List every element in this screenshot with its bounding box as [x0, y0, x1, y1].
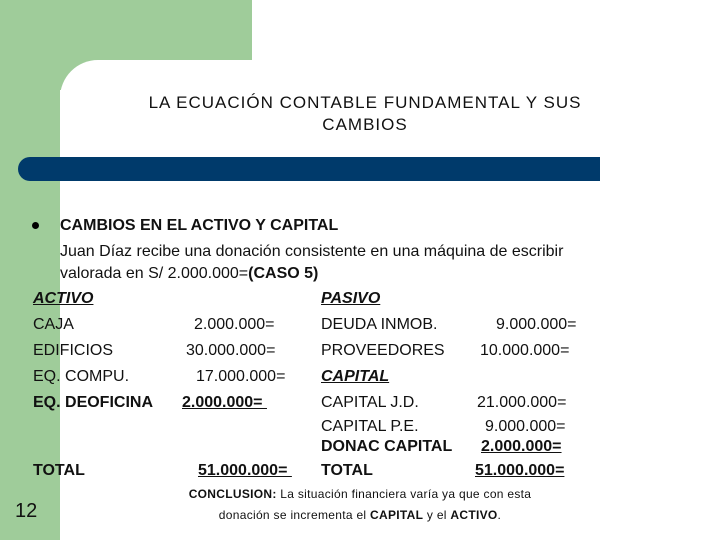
activo-value-eq-oficina: 2.000.000= — [182, 394, 267, 411]
capital-value-jd: 21.000.000= — [477, 394, 567, 411]
capital-value-donac: 2.000.000= — [481, 438, 562, 455]
activo-label-eq-compu: EQ. COMPU. — [33, 368, 130, 385]
pasivo-label-deuda: DEUDA INMOB. — [321, 316, 438, 333]
pasivo-total-label: TOTAL — [321, 462, 373, 479]
conclusion-capital: CAPITAL — [370, 508, 424, 522]
activo-label-caja: CAJA — [33, 316, 74, 333]
capital-label-pe: CAPITAL P.E. — [321, 418, 419, 435]
activo-label-edificios: EDIFICIOS — [33, 342, 114, 359]
pasivo-value-proveedores: 10.000.000= — [480, 342, 570, 359]
capital-label-donac: DONAC CAPITAL — [321, 438, 453, 455]
conclusion-activo: ACTIVO — [450, 508, 498, 522]
conclusion-line-2 — [165, 505, 555, 525]
pasivo-label-proveedores: PROVEEDORES — [321, 342, 445, 359]
capital-value-pe: 9.000.000= — [485, 418, 566, 435]
capital-header: CAPITAL — [321, 368, 390, 385]
activo-value-caja: 2.000.000= — [194, 316, 275, 333]
pasivo-header: PASIVO — [321, 290, 381, 307]
title-line-2: CAMBIOS — [322, 115, 408, 134]
slide-title — [90, 92, 640, 136]
activo-header: ACTIVO — [33, 290, 94, 307]
intro-heading: CAMBIOS EN EL ACTIVO Y CAPITAL — [60, 217, 339, 234]
conclusion-line-1 — [165, 484, 555, 504]
capital-label-jd: CAPITAL J.D. — [321, 394, 419, 411]
conclusion-text-1: La situación financiera varía ya que con esta — [276, 487, 532, 501]
green-left-band — [0, 0, 60, 540]
conclusion-text-2a: donación se incrementa el — [218, 508, 371, 522]
caso-label: (CASO 5) — [248, 265, 319, 282]
title-divider-bar — [18, 157, 600, 181]
conclusion-text-2b: y el — [423, 508, 451, 522]
conclusion-label: CONCLUSION: — [188, 487, 277, 501]
intro-line-1: Juan Díaz recibe una donación consistente en una máquina de escribir — [60, 243, 564, 260]
bullet-dot-icon — [32, 222, 39, 229]
intro-line-2 — [60, 264, 318, 284]
activo-value-edificios: 30.000.000= — [186, 342, 276, 359]
activo-value-eq-compu: 17.000.000= — [196, 368, 286, 385]
slide-number: 12 — [15, 500, 38, 522]
activo-total-label: TOTAL — [33, 462, 85, 479]
pasivo-value-deuda: 9.000.000= — [496, 316, 577, 333]
intro-line-2-prefix: valorada en S/ 2.000.000= — [60, 265, 249, 282]
pasivo-total-value: 51.000.000= — [475, 462, 565, 479]
conclusion-text-2c: . — [497, 508, 502, 522]
activo-label-eq-oficina: EQ. DEOFICINA — [33, 394, 154, 411]
activo-total-value: 51.000.000= — [198, 462, 292, 479]
title-line-1: LA ECUACIÓN CONTABLE FUNDAMENTAL Y SUS — [148, 93, 582, 112]
